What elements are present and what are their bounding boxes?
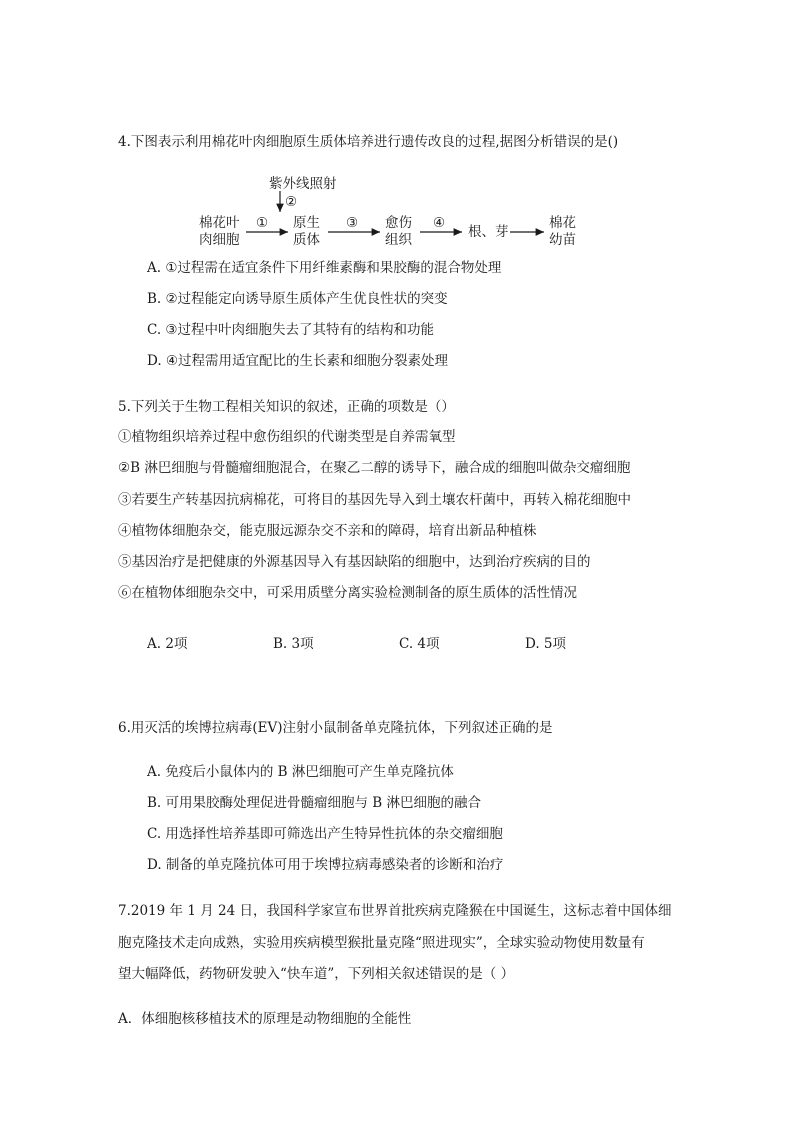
q4-option-c: C. ③过程中叶肉细胞失去了其特有的结构和功能 [147,322,435,338]
q7-stem-line-1: 7.2019 年 1 月 24 日，我国科学家宣布世界首批疾病克隆猴在中国诞生，这标志着中国体细 [118,903,672,919]
q6-option-b: B. 可用果胶酶处理促进骨髓瘤细胞与 B 淋巴细胞的融合 [147,795,482,811]
uv-label: 紫外线照射 [269,176,337,192]
q5-item-5: ⑤基因治疗是把健康的外源基因导入有基因缺陷的细胞中，达到治疗疾病的目的 [118,554,591,570]
q5-choice-d: D. 5项 [525,636,567,652]
q5-item-3: ③若要生产转基因抗病棉花，可将目的基因先导入到土壤农杆菌中，再转入棉花细胞中 [118,492,631,508]
q5-item-2: ②B 淋巴细胞与骨髓瘤细胞混合，在聚乙二醇的诱导下，融合成的细胞叫做杂交瘤细胞 [118,460,631,476]
q4-option-d: D. ④过程需用适宜配比的生长素和细胞分裂素处理 [147,353,449,369]
q5-choice-a: A. 2项 [147,636,188,652]
step-1-label: ① [256,215,269,231]
q4-option-a: A. ①过程需在适宜条件下用纤维素酶和果胶酶的混合物处理 [147,260,502,276]
q5-item-1: ①植物组织培养过程中愈伤组织的代谢类型是自养需氧型 [118,429,456,445]
q5-stem: 5.下列关于生物工程相关知识的叙述，正确的项数是（） [118,399,455,415]
q6-option-a: A. 免疫后小鼠体内的 B 淋巴细胞可产生单克隆抗体 [147,764,454,780]
step-4-label: ④ [433,215,446,231]
node-root-bud: 根、芽 [468,224,509,240]
q4-stem: 4.下图表示利用棉花叶肉细胞原生质体培养进行遗传改良的过程,据图分析错误的是() [118,134,619,150]
step-3-label: ③ [346,215,359,231]
q5-choice-c: C. 4项 [399,636,440,652]
node-protoplast: 原生 质体 [293,215,320,248]
q4-option-b: B. ②过程能定向诱导原生质体产生优良性状的突变 [147,291,448,307]
step-2-label: ② [285,194,298,210]
node-leaf-cell: 棉花叶 肉细胞 [199,215,240,248]
q5-item-6: ⑥在植物体细胞杂交中，可采用质壁分离实验检测制备的原生质体的活性情况 [118,585,577,601]
q6-option-c: C. 用选择性培养基即可筛选出产生特异性抗体的杂交瘤细胞 [147,826,503,842]
node-seedling: 棉花 幼苗 [549,215,576,248]
q6-option-d: D. 制备的单克隆抗体可用于埃博拉病毒感染者的诊断和治疗 [147,857,504,873]
q7-stem-line-2: 胞克隆技术走向成熟，实验用疾病模型猴批量克隆“照进现实”，全球实验动物使用数量有 [118,935,645,951]
q5-item-4: ④植物体细胞杂交，能克服远源杂交不亲和的障碍，培育出新品种植株 [118,523,537,539]
q6-stem: 6.用灭活的埃博拉病毒(EV)注射小鼠制备单克隆抗体，下列叙述正确的是 [118,720,553,736]
node-callus: 愈伤 组织 [385,215,412,248]
q7-option-a: A．体细胞核移植技术的原理是动物细胞的全能性 [118,1011,412,1027]
q7-stem-line-3: 望大幅降低，药物研发驶入“快车道”，下列相关叙述错误的是（ ） [118,966,515,982]
q5-choice-b: B. 3项 [273,636,314,652]
